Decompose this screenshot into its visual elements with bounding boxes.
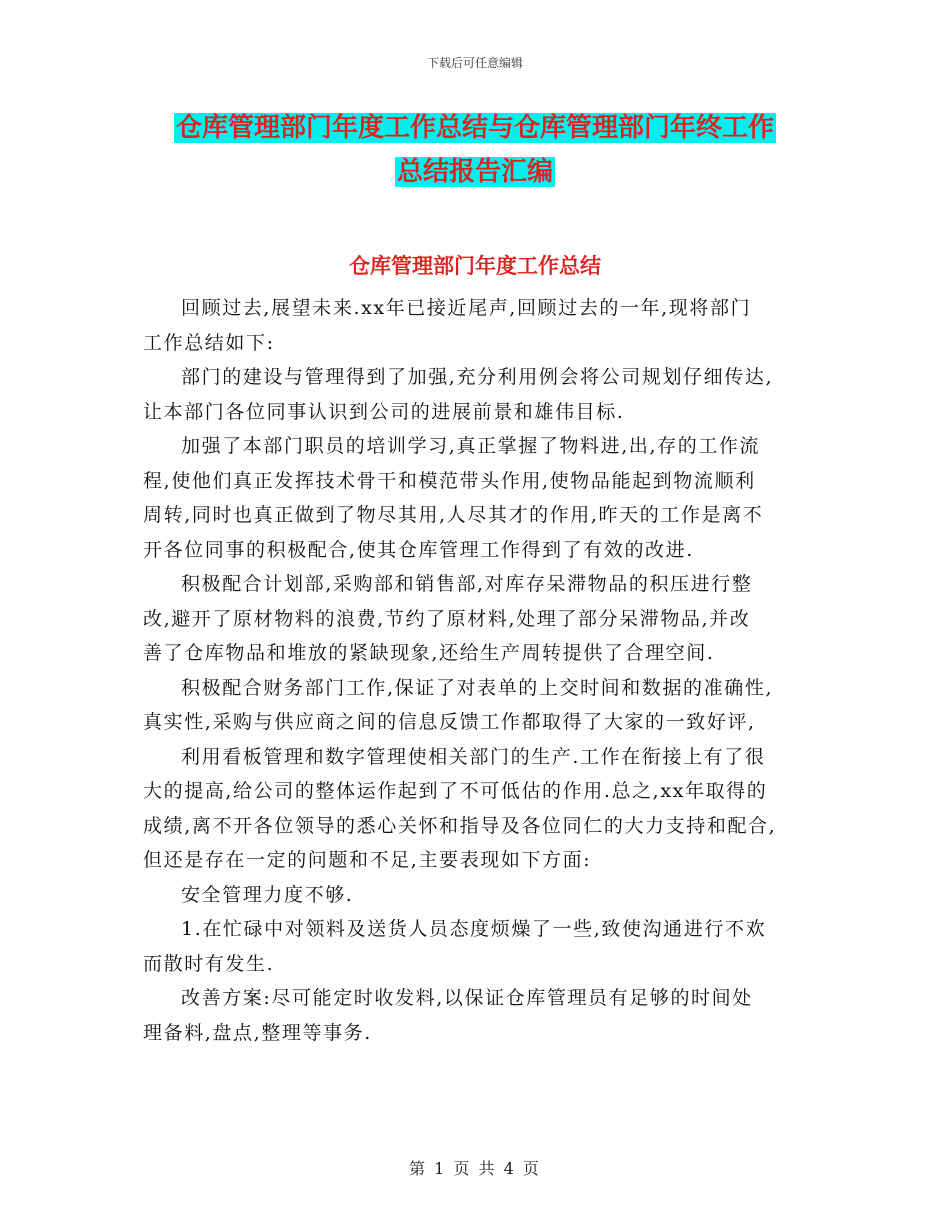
paragraph	[143, 878, 811, 913]
section-title: 仓库管理部门年度工作总结	[349, 253, 601, 278]
paragraph-line: 程,使他们真正发挥技术骨干和模范带头作用,使物品能起到物流顺利	[143, 469, 756, 492]
paragraph-line: 大的提高,给公司的整体运作起到了不可低估的作用.总之,xx年取得的	[143, 780, 768, 802]
paragraph	[143, 360, 811, 429]
paragraph	[143, 981, 811, 1050]
paragraph-line: 改善方案:尽可能定时收发料,以保证仓库管理员有足够的时间处	[181, 987, 753, 1009]
paragraph-line: 改,避开了原材物料的浪费,节约了原材料,处理了部分呆滞物品,并改	[143, 607, 751, 630]
paragraph	[143, 567, 811, 671]
document-title-line-1: 仓库管理部门年度工作总结与仓库管理部门年终工作	[175, 113, 774, 143]
paragraph-line: 安全管理力度不够.	[181, 883, 354, 906]
paragraph-line: 1.在忙碌中对领料及送货人员态度烦燥了一些,致使沟通进行不欢	[181, 918, 767, 940]
paragraph	[143, 291, 811, 360]
paragraph-line: 加强了本部门职员的培训学习,真正掌握了物料进,出,存的工作流	[181, 435, 761, 457]
paragraph-line: 善了仓库物品和堆放的紧缺现象,还给生产周转提供了合理空间.	[143, 642, 715, 664]
header-note: 下载后可任意编辑	[426, 56, 523, 70]
page-footer: 第 1 页 共 4 页	[409, 1159, 541, 1178]
paragraph	[143, 671, 811, 740]
paragraph-line: 但还是存在一定的问题和不足,主要表现如下方面:	[143, 849, 592, 871]
paragraph-line: 部门的建设与管理得到了加强,充分利用例会将公司规划仔细传达,	[181, 366, 774, 388]
document-body	[143, 291, 811, 1050]
paragraph-line: 开各位同事的积极配合,使其仓库管理工作得到了有效的改进.	[143, 538, 694, 561]
paragraph-line: 理备料,盘点,整理等事务.	[143, 1021, 372, 1044]
paragraph	[143, 740, 811, 878]
paragraph-line: 利用看板管理和数字管理使相关部门的生产.工作在衔接上有了很	[181, 745, 766, 768]
paragraph-line: 成绩,离不开各位领导的悉心关怀和指导及各位同仁的大力支持和配合,	[143, 814, 777, 837]
paragraph-line: 积极配合财务部门工作,保证了对表单的上交时间和数据的准确性,	[181, 676, 774, 699]
paragraph-line: 周转,同时也真正做到了物尽其用,人尽其才的作用,昨天的工作是离不	[143, 504, 764, 526]
paragraph-line: 工作总结如下:	[143, 331, 275, 354]
paragraph-line: 让本部门各位同事认识到公司的进展前景和雄伟目标.	[143, 400, 625, 423]
document-title-line-2: 总结报告汇编	[396, 157, 553, 187]
paragraph	[143, 429, 811, 567]
paragraph-line: 真实性,采购与供应商之间的信息反馈工作都取得了大家的一致好评,	[143, 711, 756, 733]
paragraph-line: 而散时有发生.	[143, 952, 275, 975]
paragraph-line: 回顾过去,展望未来.xx年已接近尾声,回顾过去的一年,现将部门	[181, 297, 752, 319]
paragraph	[143, 912, 811, 981]
paragraph-line: 积极配合计划部,采购部和销售部,对库存呆滞物品的积压进行整	[181, 573, 753, 595]
